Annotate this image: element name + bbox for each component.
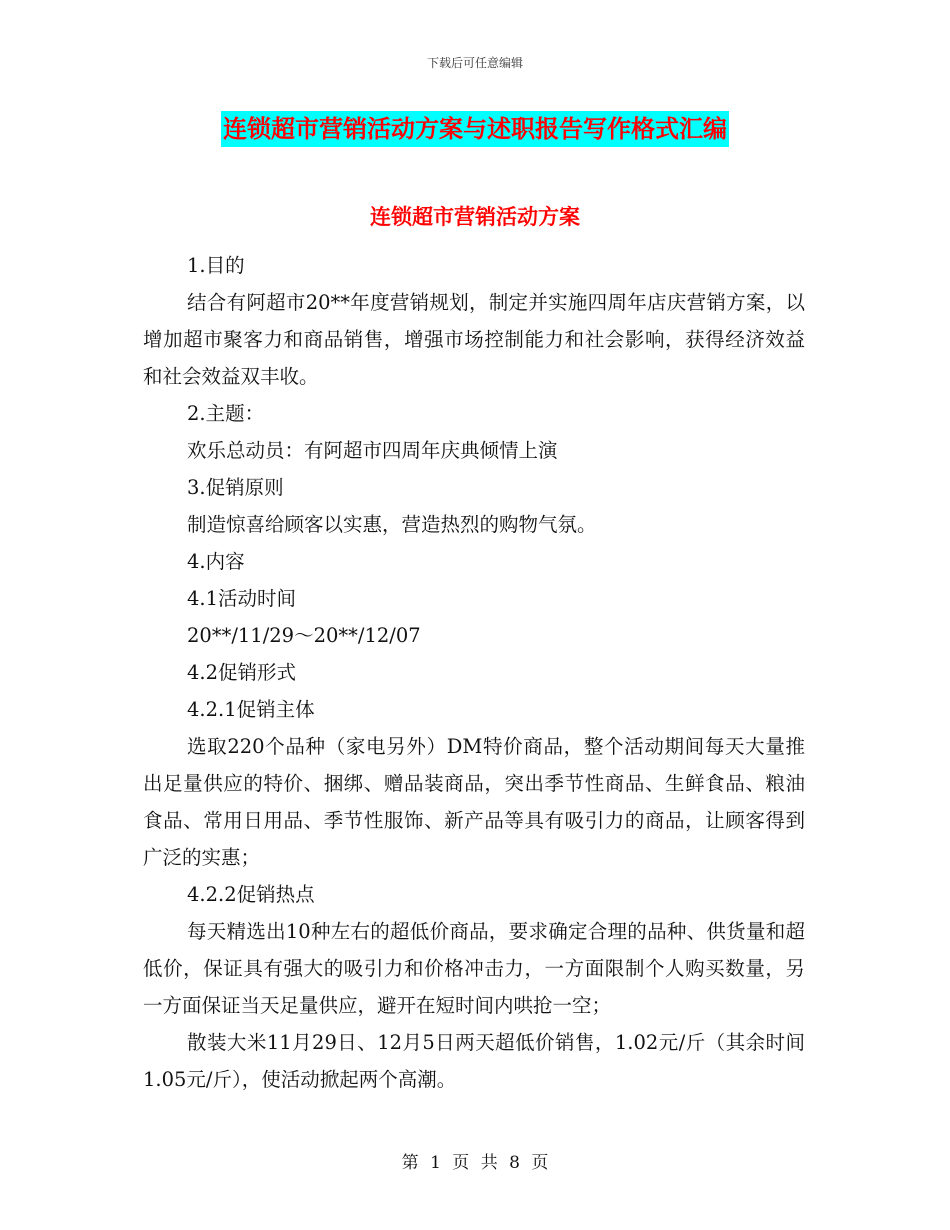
paragraph: 2.主题： bbox=[187, 402, 265, 425]
paragraph: 每天精选出10种左右的超低价商品，要求确定合理的品种、供货量和超低价，保证具有强大的吸引力和价格冲击力，一方面限制个人购买数量，另一方面保证当天足量供应，避开在短时间内哄抢一空； bbox=[143, 920, 805, 1017]
paragraph: 1.目的 bbox=[187, 254, 245, 277]
paragraph: 4.2.2促销热点 bbox=[187, 883, 315, 906]
paragraph: 4.1活动时间 bbox=[187, 587, 297, 610]
paragraph: 20**/11/29～20**/12/07 bbox=[187, 624, 421, 647]
paragraph: 3.促销原则 bbox=[187, 476, 284, 499]
paragraph: 4.内容 bbox=[187, 550, 245, 573]
paragraph: 选取220个品种（家电另外）DM特价商品，整个活动期间每天大量推出足量供应的特价、捆绑、赠品装商品，突出季节性商品、生鲜食品、粮油食品、常用日用品、季节性服饰、新产品等具有吸引力的商品，让顾客得到广泛的实惠； bbox=[143, 735, 805, 869]
paragraph: 欢乐总动员：有阿超市四周年庆典倾情上演 bbox=[187, 439, 558, 462]
paragraph: 散装大米11月29日、12月5日两天超低价销售，1.02元/斤（其余时间1.05元/斤），使活动掀起两个高潮。 bbox=[143, 1031, 805, 1091]
header-note: 下载后可任意编辑 bbox=[426, 56, 523, 70]
paragraph: 制造惊喜给顾客以实惠，营造热烈的购物气氛。 bbox=[187, 513, 597, 536]
paragraph: 4.2促销形式 bbox=[187, 661, 297, 684]
section-title: 连锁超市营销活动方案 bbox=[370, 205, 580, 229]
page-footer: 第 1 页 共 8 页 bbox=[401, 1153, 549, 1173]
document-title-text: 连锁超市营销活动方案与述职报告写作格式汇编 bbox=[221, 111, 729, 147]
document-body bbox=[143, 247, 805, 1098]
document-title bbox=[0, 111, 950, 147]
paragraph: 4.2.1促销主体 bbox=[187, 698, 315, 721]
paragraph: 结合有阿超市20**年度营销规划，制定并实施四周年店庆营销方案，以增加超市聚客力和商品销售，增强市场控制能力和社会影响，获得经济效益和社会效益双丰收。 bbox=[143, 291, 805, 388]
